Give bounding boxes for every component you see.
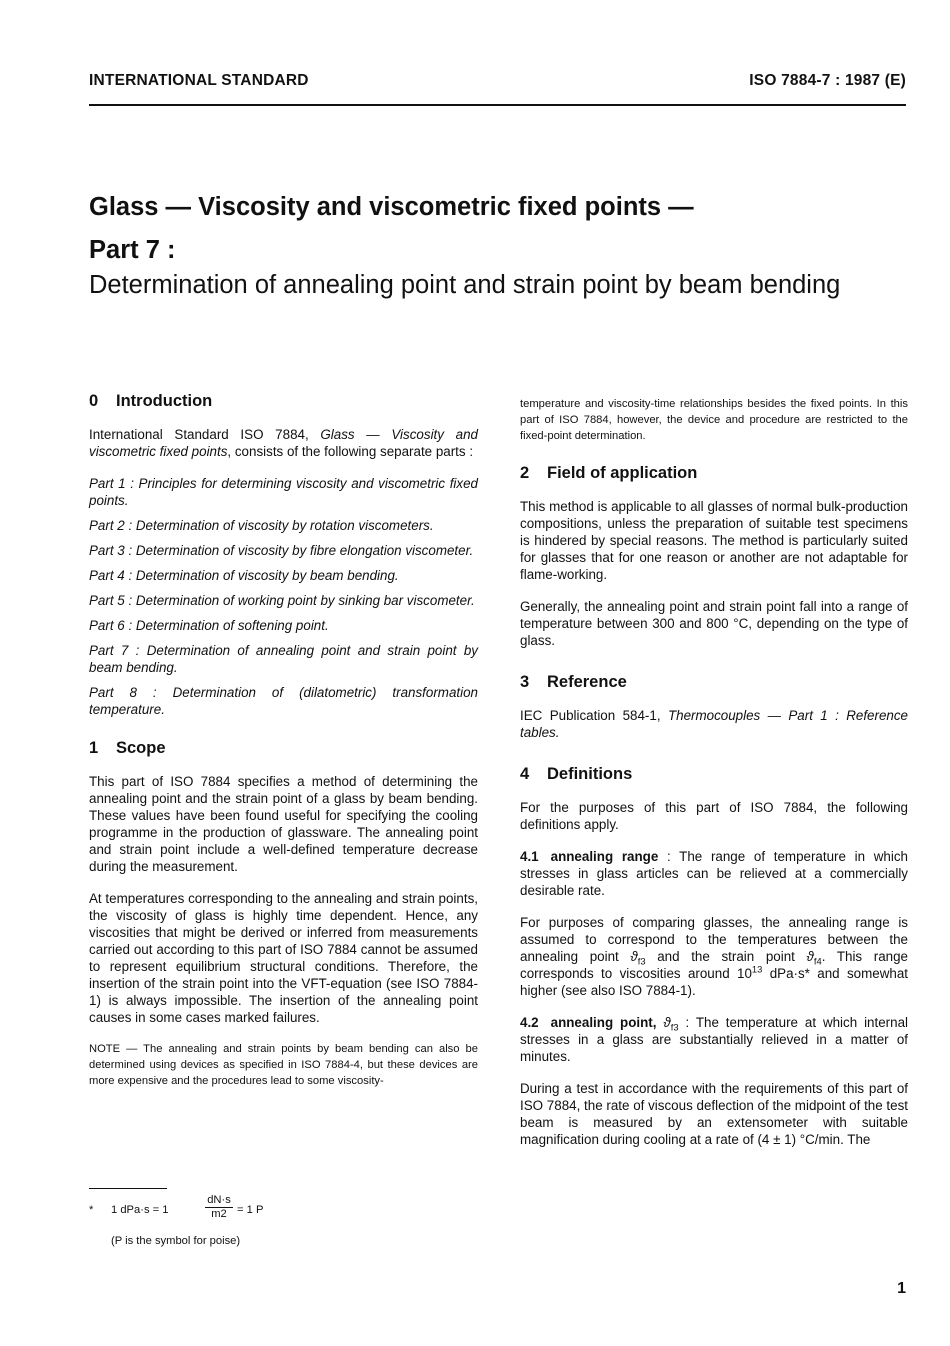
- title-line-3: Determination of annealing point and strain point by beam bending: [89, 271, 841, 299]
- list-item: Part 6 : Determination of softening point.: [89, 618, 329, 633]
- page-number: 1: [897, 1280, 906, 1297]
- field-paragraph-2: Generally, the annealing point and strain point fall into a range of temperature between 300 and 800 °C, depending on the type of glass.: [520, 599, 908, 648]
- title-line-1: Glass — Viscosity and viscometric fixed points —: [89, 193, 694, 221]
- document-title: [89, 193, 889, 301]
- right-column: [520, 396, 908, 1163]
- scope-paragraph-2: At temperatures corresponding to the annealing and strain points, the viscosity of glass is highly time dependent. Hence, any viscosities that might be derived or inferred from measurements carried out according to this part of ISO 7884 cannot be assumed to represent equilibrium structural conditions. Therefore, the insertion of the strain point into the VFT-equation (see ISO 7884-1) is always impossible. The insertion of the annealing point causes in some cases marked failures.: [89, 891, 478, 1025]
- list-item: Part 7 : Determination of annealing point and strain point by beam bending.: [89, 643, 478, 675]
- intro-paragraph: International Standard ISO 7884, Glass — Viscosity and viscometric fixed points, consists of the following separate parts :: [89, 427, 478, 459]
- parts-list: [89, 475, 478, 718]
- list-item: Part 3 : Determination of viscosity by fibre elongation viscometer.: [89, 543, 474, 558]
- footnote-equation: 1 dPa·s = 1 $\frac{dN\cdot s}{m2}$ = 1 P: [111, 1194, 264, 1220]
- header-right: ISO 7884-7 : 1987 (E): [749, 72, 906, 89]
- reference-paragraph: IEC Publication 584-1, Thermocouples — Part 1 : Reference tables.: [520, 708, 908, 740]
- definition-4-1: 4.1 annealing range : The range of temperature in which stresses in glass articles can be relieved at a commercially desirable rate.: [520, 849, 908, 898]
- footnote-symbol-note: (P is the symbol for poise): [111, 1235, 241, 1247]
- scope-note-continued: temperature and viscosity-time relationships besides the fixed points. In this part of ISO 7884, however, the device and procedure are restricted to the fixed-point determination.: [520, 398, 908, 442]
- footnote-star: *: [89, 1204, 94, 1216]
- scope-paragraph-1: This part of ISO 7884 specifies a method of determining the annealing point and the strain point of a glass by beam bending. These values have been found useful for specifying the cooling programme in the production of glassware. The annealing point and strain point include a well-defined temperature decrease during the measurement.: [89, 774, 478, 874]
- list-item: Part 5 : Determination of working point by sinking bar viscometer.: [89, 593, 475, 608]
- field-paragraph-1: This method is applicable to all glasses of normal bulk-production compositions, unless the preparation of suitable test specimens is hindered by special reasons. The method is particularly suited for glasses that for one reason or another are not adaptable for flame-working.: [520, 499, 908, 582]
- definitions-intro: For the purposes of this part of ISO 7884, the following definitions apply.: [520, 800, 908, 832]
- list-item: Part 4 : Determination of viscosity by beam bending.: [89, 568, 399, 583]
- section-2-heading: 2 Field of application: [520, 464, 698, 482]
- scope-note: NOTE — The annealing and strain points by beam bending can also be determined using devices as specified in ISO 7884-4, but these devices are more expensive and the procedures lead to some viscosity-: [89, 1043, 478, 1087]
- definition-4-2-detail: During a test in accordance with the requirements of this part of ISO 7884, the rate of viscous deflection of the midpoint of the test beam is measured by an extensometer with suitable magnification during cooling at a rate of (4 ± 1) °C/min. The: [520, 1081, 908, 1147]
- page-header: [89, 72, 906, 96]
- section-0-heading: 0 Introduction: [89, 392, 213, 410]
- title-line-2: Part 7 :: [89, 236, 176, 264]
- definition-4-1-detail: For purposes of comparing glasses, the annealing range is assumed to correspond to the temperatures between the annealing point $ϑ_{f3}$ and the strain point $ϑ_{f4}$. This range corresponds to viscosities around $10^{13}$ dPa·s* and somewhat higher (see also ISO 7884-1).: [520, 915, 908, 998]
- fraction: $\frac{dN\cdot s}{m2}$: [205, 1194, 233, 1220]
- definition-4-2: 4.2 annealing point, $ϑ_{f3}$ : The temperature at which internal stresses in a glass are substantially relieved in a matter of minutes.: [520, 1015, 908, 1064]
- section-1-heading: 1 Scope: [89, 739, 166, 757]
- section-4-heading: 4 Definitions: [520, 765, 633, 783]
- footnote-rule: [89, 1188, 167, 1189]
- header-rule: [89, 104, 906, 106]
- list-item: Part 1 : Principles for determining viscosity and viscometric fixed points.: [89, 476, 478, 508]
- list-item: Part 2 : Determination of viscosity by rotation viscometers.: [89, 518, 434, 533]
- left-column: [89, 393, 478, 1104]
- header-left: INTERNATIONAL STANDARD: [89, 72, 309, 89]
- list-item: Part 8 : Determination of (dilatometric) transformation temperature.: [89, 685, 478, 717]
- section-3-heading: 3 Reference: [520, 673, 627, 691]
